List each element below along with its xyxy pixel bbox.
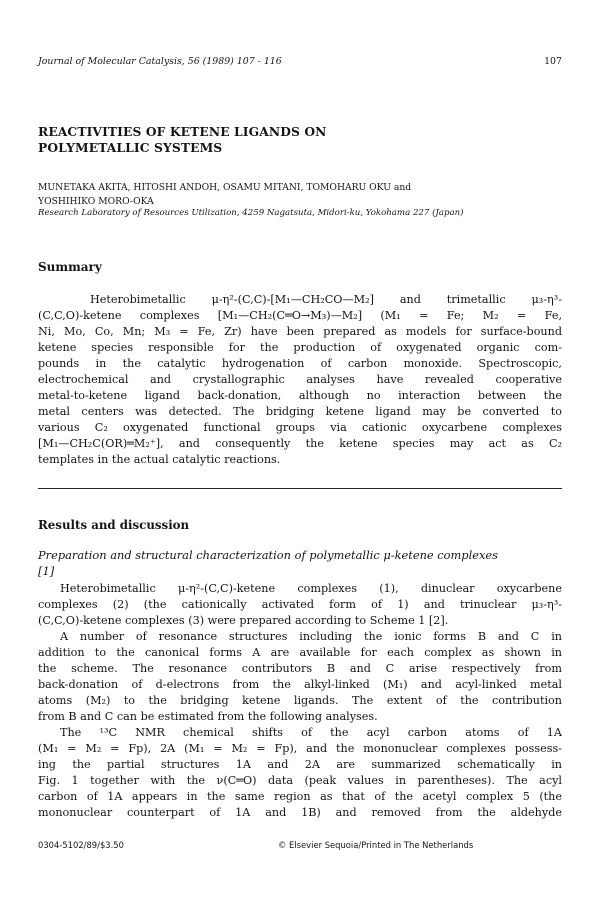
results-heading: Results and discussion [38, 518, 190, 532]
text-line: atoms (M₂) to the bridging ketene ligands. The extent of the contribution [38, 694, 562, 707]
text-line: electrochemical and crystallographic analyses have revealed cooperative [38, 373, 562, 386]
subheading-line: Preparation and structural characterization of polymetallic μ-ketene complexes [38, 548, 498, 562]
text-line: ketene species responsible for the production of oxygenated organic com- [38, 341, 562, 354]
text-line: the scheme. The resonance contributors B and C arise respectively from [38, 662, 562, 675]
text-line: Fig. 1 together with the ν(C═O) data (peak values in parentheses). The acyl [38, 774, 562, 787]
price-code: 0304-5102/89/$3.50 [38, 840, 124, 850]
article-title [38, 124, 558, 156]
results-body [38, 581, 562, 821]
title-line: POLYMETALLIC SYSTEMS [38, 140, 223, 155]
text-line: templates in the actual catalytic reactions. [38, 453, 281, 466]
title-line: REACTIVITIES OF KETENE LIGANDS ON [38, 124, 327, 139]
text-line: A number of resonance structures including the ionic forms B and C in [60, 630, 562, 643]
subsection-heading [38, 547, 562, 579]
subheading-line: [1] [38, 564, 55, 578]
text-line: (C,C,O)-ketene complexes [M₁—CH₂(C═O→M₃)—M₂] (M₁ = Fe; M₂ = Fe, [38, 309, 562, 322]
text-line: (C,C,O)-ketene complexes (3) were prepared according to Scheme 1 [2]. [38, 614, 449, 627]
journal-citation: Journal of Molecular Catalysis, 56 (1989) 107 - 116 [38, 56, 282, 67]
text-line: back-donation of d-electrons from the alkyl-linked (M₁) and acyl-linked metal [38, 678, 562, 691]
text-line: ing the partial structures 1A and 2A are summarized schematically in [38, 758, 562, 771]
text-line: pounds in the catalytic hydrogenation of carbon monoxide. Spectroscopic, [38, 357, 562, 370]
text-line: Heterobimetallic μ-η²-(C,C)-[M₁—CH₂CO—M₂] and trimetallic μ₃-η³- [90, 293, 562, 306]
publisher-line: © Elsevier Sequoia/Printed in The Netherlands [278, 840, 474, 850]
text-line: various C₂ oxygenated functional groups via cationic oxycarbene complexes [38, 421, 562, 434]
text-line: from B and C can be estimated from the following analyses. [38, 710, 378, 723]
page-footer [38, 840, 562, 850]
summary-heading: Summary [38, 260, 102, 274]
author-line: MUNETAKA AKITA, HITOSHI ANDOH, OSAMU MITANI, TOMOHARU OKU and [38, 182, 412, 193]
text-line: carbon of 1A appears in the same region as that of the acetyl complex 5 (the [38, 790, 562, 803]
text-line: Ni, Mo, Co, Mn; M₃ = Fe, Zr) have been prepared as models for surface-bound [38, 325, 562, 338]
text-line: complexes (2) (the cationically activated form of 1) and trinuclear μ₃-η³- [38, 598, 562, 611]
running-header [38, 56, 562, 67]
text-line: Heterobimetallic μ-η²-(C,C)-ketene complexes (1), dinuclear oxycarbene [60, 582, 562, 595]
text-line: metal centers was detected. The bridging ketene ligand may be converted to [38, 405, 562, 418]
summary-body [38, 292, 562, 468]
text-line: [M₁—CH₂C(OR)═M₂⁺], and consequently the ketene species may act as C₂ [38, 437, 562, 450]
text-line: (M₁ = M₂ = Fp), 2A (M₁ = M₂ = Fp), and the mononuclear complexes possess- [38, 742, 562, 755]
author-line: YOSHIHIKO MORO-OKA [38, 196, 154, 207]
text-line: The ¹³C NMR chemical shifts of the acyl carbon atoms of 1A [60, 726, 562, 739]
author-list [38, 181, 558, 209]
text-line: mononuclear counterpart of 1A and 1B) and removed from the aldehyde [38, 806, 562, 819]
page-number: 107 [544, 56, 562, 67]
text-line: addition to the canonical forms A are available for each complex as shown in [38, 646, 562, 659]
text-line: metal-to-ketene ligand back-donation, although no interaction between the [38, 389, 562, 402]
affiliation: Research Laboratory of Resources Utilization, 4259 Nagatsuta, Midori-ku, Yokohama 227 (Japan) [38, 208, 464, 218]
section-divider [38, 488, 562, 489]
